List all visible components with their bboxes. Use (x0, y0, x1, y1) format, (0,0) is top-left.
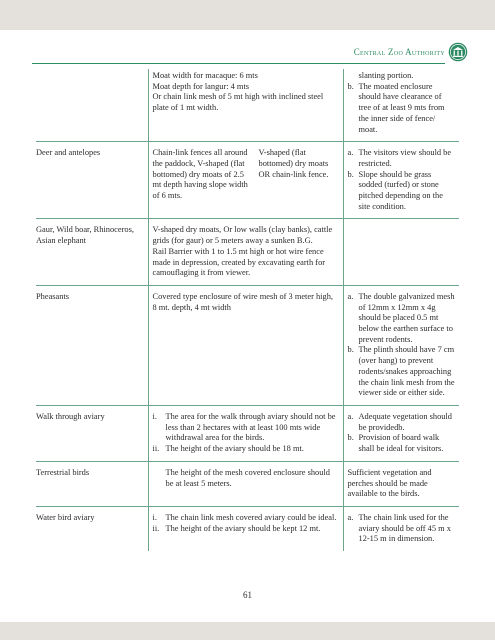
enclosure-cell (148, 219, 343, 286)
remark-item: a. The chain link used for the aviary should be off 45 m x 12-15 m in dimension. (347, 512, 451, 544)
remark-item: b. Slope should be grass sodded (turfed) or stone pitched depending on the site condition. (347, 169, 443, 211)
animal-cell (36, 69, 148, 142)
enclosure-line: Covered type enclosure of wire mesh of 3 meter high, 8 mt. depth, 4 mt width (152, 291, 333, 312)
enclosure-line: Or chain link mesh of 5 mt high with inclined steel plate of 1 mt width. (152, 92, 324, 113)
remark-item: b. The moated enclosure should have clearance of tree of at least 9 mts from the inner side of fence/ moat. (347, 81, 445, 134)
enclosure-item: i. The chain link mesh covered aviary could be ideal. (152, 512, 337, 522)
remarks-cell (343, 219, 459, 286)
brand-name: Central Zoo Authority (353, 47, 445, 57)
enclosure-item: i. The area for the walk through aviary should not be less than 2 hectares with at least 100 mts wide withdrawal area for the birds. (152, 411, 336, 443)
enclosure-cell (148, 461, 343, 506)
animal-cell: Water bird aviary (36, 512, 95, 522)
animal-cell: Pheasants (36, 285, 148, 405)
enclosure-line: Moat width for macaque: 6 mts (152, 71, 258, 80)
remarks-cell (343, 142, 459, 219)
table-row (36, 506, 459, 551)
enclosure-line: V-shaped dry moats, Or low walls (clay banks), cattle grids (for gaur) or 5 meters away a sunken B.G. (152, 225, 333, 246)
remarks-cell (343, 405, 459, 461)
remarks-cell (343, 285, 459, 405)
remarks-cell (343, 69, 459, 142)
animal-cell: Gaur, Wild boar, Rhinoceros, Asian elephant (36, 219, 148, 286)
table-row (36, 69, 459, 142)
enclosure-cell (148, 142, 343, 219)
remarks-cell (343, 506, 459, 551)
animal-cell: Deer and antelopes (36, 142, 148, 219)
animal-cell: Terrestrial birds (36, 461, 148, 506)
remark-item: b. Provision of board walk shall be ideal for visitors. (347, 433, 444, 454)
enclosure-text-left: Chain-link fences all around the paddock, V-shaped (flat bottomed) dry moats of 2.5 mt depth having slope width of 6 mts. (152, 148, 248, 201)
central-zoo-authority-logo-icon (448, 42, 468, 62)
enclosure-item: ii. The height of the aviary should be 18 mt. (152, 444, 304, 454)
enclosure-table (36, 69, 459, 551)
page-number: 61 (243, 590, 252, 600)
top-band (0, 0, 495, 30)
remark-item: a. Adequate vegetation should be providedb. (347, 411, 452, 432)
header-rule (32, 63, 445, 64)
animal-cell: Walk through aviary (36, 405, 148, 461)
bottom-band (0, 622, 495, 640)
enclosure-cell (148, 69, 343, 142)
enclosure-cell (148, 285, 343, 405)
table-row (36, 219, 459, 286)
enclosure-line: The height of the mesh covered enclosure should be at least 5 meters. (165, 467, 330, 488)
enclosure-line: Rail Barrier with 1 to 1.5 mt high or hot wire fence made in depression, created by excavating earth for camouflaging it from viewer. (152, 246, 326, 278)
enclosure-text-right: V-shaped (flat bottomed) dry moats OR chain-link fence. (258, 148, 329, 179)
table-row (36, 405, 459, 461)
table-row (36, 285, 459, 405)
remarks-cell: Sufficient vegetation and perches should be made available to the birds. (343, 461, 459, 506)
remark-item: b. The plinth should have 7 cm (over hang) to prevent rodents/snakes approaching the chain link mesh from the viewer side or either side. (347, 345, 455, 398)
table-row (36, 142, 459, 219)
enclosure-cell (148, 506, 343, 551)
enclosure-cell (148, 405, 343, 461)
guidelines-table-container (36, 69, 459, 551)
remark-item: a. The visitors view should be restricted. (347, 148, 452, 168)
remark-item: slanting portion. (358, 71, 414, 80)
remark-item: a. The double galvanized mesh of 12mm x 12mm x 4g should be placed 0.5 mt below the earthen surface to prevent rodents. (347, 291, 455, 344)
table-row (36, 461, 459, 506)
enclosure-line: Moat depth for langur: 4 mts (152, 81, 250, 91)
enclosure-item: ii. The height of the aviary should be kept 12 mt. (152, 523, 321, 533)
